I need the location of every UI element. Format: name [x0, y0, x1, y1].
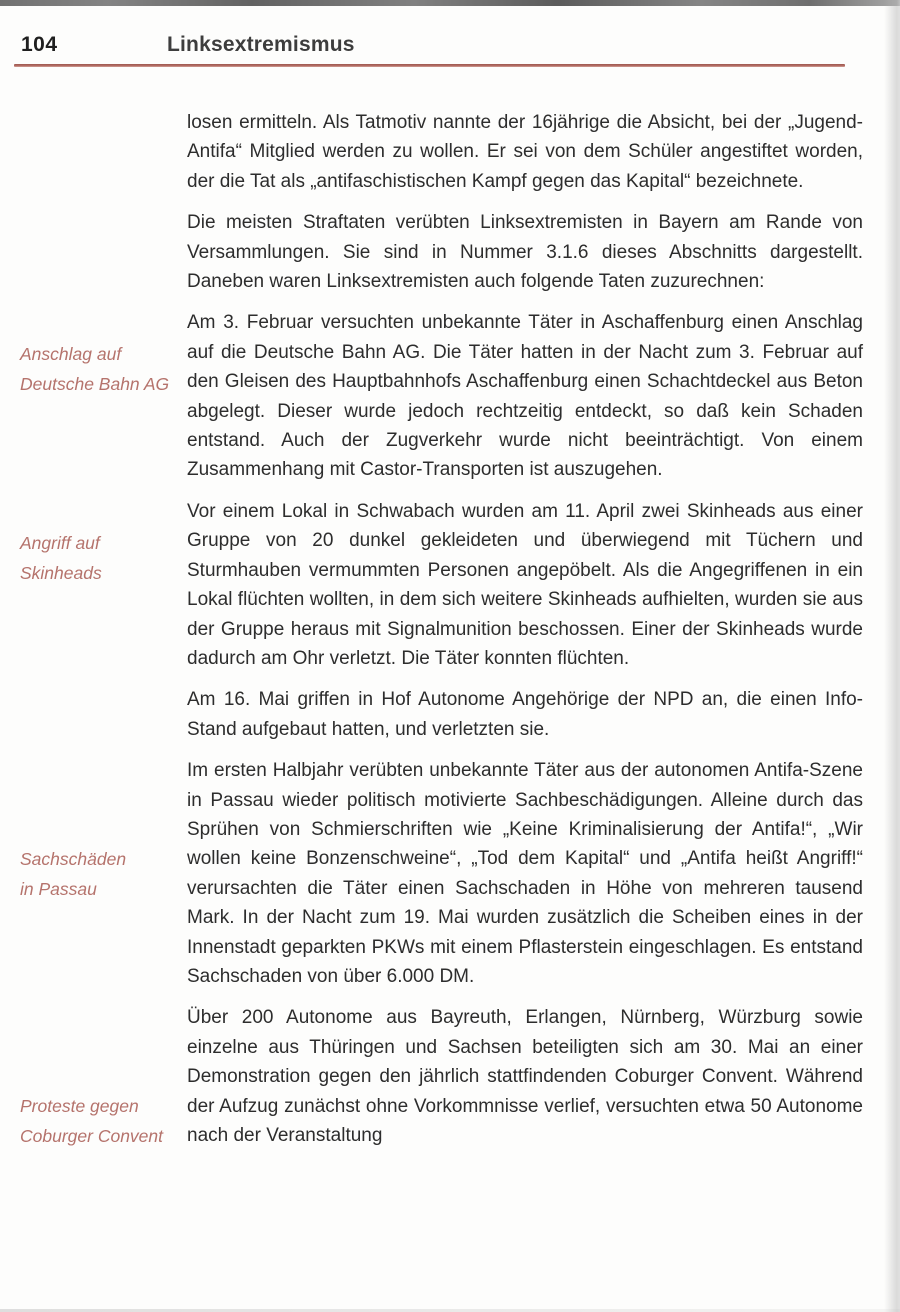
- paragraph-row: [0, 1003, 900, 1151]
- margin-note-cell: [0, 1003, 187, 1151]
- scan-artifact-right-edge: [884, 0, 900, 1312]
- body-paragraph: Vor einem Lokal in Schwabach wurden am 11. April zwei Skinheads aus einer Gruppe von 20 dunkel gekleideten und überwiegend mit Tüchern und Sturmhauben vermummten Personen angepöbelt. Als die Angegriffenen in ein Lokal flüchten wollten, in dem sich weitere Skinheads aufhielten, wurden sie aus der Gruppe heraus mit Signalmunition beschossen. Einer der Skinheads wurde dadurch am Ohr verletzt. Die Täter konnten flüchten.: [187, 500, 863, 669]
- margin-note-angriff-skinheads: [20, 528, 187, 588]
- page-header: [0, 0, 900, 57]
- paragraph-row: [0, 685, 900, 744]
- body-paragraph: losen ermitteln. Als Tatmotiv nannte der 16jährige die Absicht, bei der „Jugend-Antifa“ Mitglied werden zu wollen. Er sei von dem Schüler angestiftet worden, der die Tat als „antifaschistischen Kampf gegen das Kapital“ bezeichnete.: [187, 112, 863, 192]
- margin-note-cell: [0, 308, 187, 484]
- margin-note-cell-empty: [0, 685, 187, 744]
- margin-note-cell: [0, 756, 187, 991]
- paragraph-row: [0, 208, 900, 296]
- paragraph-row: [0, 308, 900, 484]
- margin-note-anschlag-deutsche-bahn: [20, 339, 187, 399]
- scan-artifact-top-edge: [0, 0, 900, 6]
- body-paragraph: Im ersten Halbjahr verübten unbekannte Täter aus der autonomen Antifa-Szene in Passau wieder politisch motivierte Sachbeschädigungen. Alleine durch das Sprühen von Schmierschriften wie „Keine Kriminalisierung der Antifa!“, „Wir wollen keine Bonzenschweine“, „Tod dem Kapital“ und „Antifa heißt Angriff!“ verursachten die Täter einen Sachschaden in Höhe von mehreren tausend Mark. In der Nacht zum 19. Mai wurden zusätzlich die Scheiben eines in der Innenstadt geparkten PKWs mit einem Pflasterstein eingeschlagen. Es entstand Sachschaden von über 6.000 DM.: [187, 760, 863, 987]
- margin-note-sachschaeden-passau: [20, 844, 187, 904]
- page-body: [0, 108, 900, 1151]
- margin-note-line: Skinheads: [20, 562, 102, 583]
- page-number: 104: [21, 33, 58, 56]
- margin-note-line: Anschlag auf: [20, 344, 122, 365]
- paragraph-row: [0, 497, 900, 673]
- margin-note-line: Deutsche Bahn AG: [20, 374, 170, 395]
- margin-note-cell-empty: [0, 108, 187, 196]
- paragraph-row: [0, 756, 900, 991]
- body-paragraph: Am 16. Mai griffen in Hof Autonome Angehörige der NPD an, die einen Info-Stand aufgebaut hatten, und verletzten sie.: [187, 689, 863, 740]
- margin-note-line: in Passau: [20, 879, 97, 900]
- margin-note-line: Proteste gegen: [20, 1096, 139, 1117]
- header-rule: [14, 64, 845, 67]
- margin-note-cell-empty: [0, 208, 187, 296]
- paragraph-row: [0, 108, 900, 196]
- margin-note-line: Coburger Convent: [20, 1126, 163, 1147]
- margin-note-cell: [0, 497, 187, 673]
- body-paragraph: Die meisten Straftaten verübten Linksextremisten in Bayern am Rande von Versammlungen. Sie sind in Nummer 3.1.6 dieses Abschnitts dargestellt. Daneben waren Linksextremisten auch folgende Taten zuzurechnen:: [187, 212, 863, 293]
- body-paragraph: Am 3. Februar versuchten unbekannte Täter in Aschaffenburg einen Anschlag auf die Deutsche Bahn AG. Die Täter hatten in der Nacht zum 3. Februar auf den Gleisen des Hauptbahnhofs Aschaffenburg einen Schachtdeckel aus Beton abgelegt. Dieser wurde jedoch rechtzeitig entdeckt, so daß kein Schaden entstand. Auch der Zugverkehr wurde nicht beeinträchtigt. Von einem Zusammenhang mit Castor-Transporten ist auszugehen.: [187, 312, 863, 481]
- body-paragraph: Über 200 Autonome aus Bayreuth, Erlangen, Nürnberg, Würzburg sowie einzelne aus Thüringen und Sachsen beteiligten sich am 30. Mai an einer Demonstration gegen den jährlich stattfindenden Coburger Convent. Während der Aufzug zunächst ohne Vorkommnisse verlief, versuchten etwa 50 Autonome nach der Veranstaltung: [187, 1007, 863, 1146]
- chapter-title: Linksextremismus: [167, 33, 355, 56]
- margin-note-line: Sachschäden: [20, 849, 127, 870]
- margin-note-proteste-coburger-convent: [20, 1091, 187, 1151]
- margin-note-line: Angriff auf: [20, 532, 100, 553]
